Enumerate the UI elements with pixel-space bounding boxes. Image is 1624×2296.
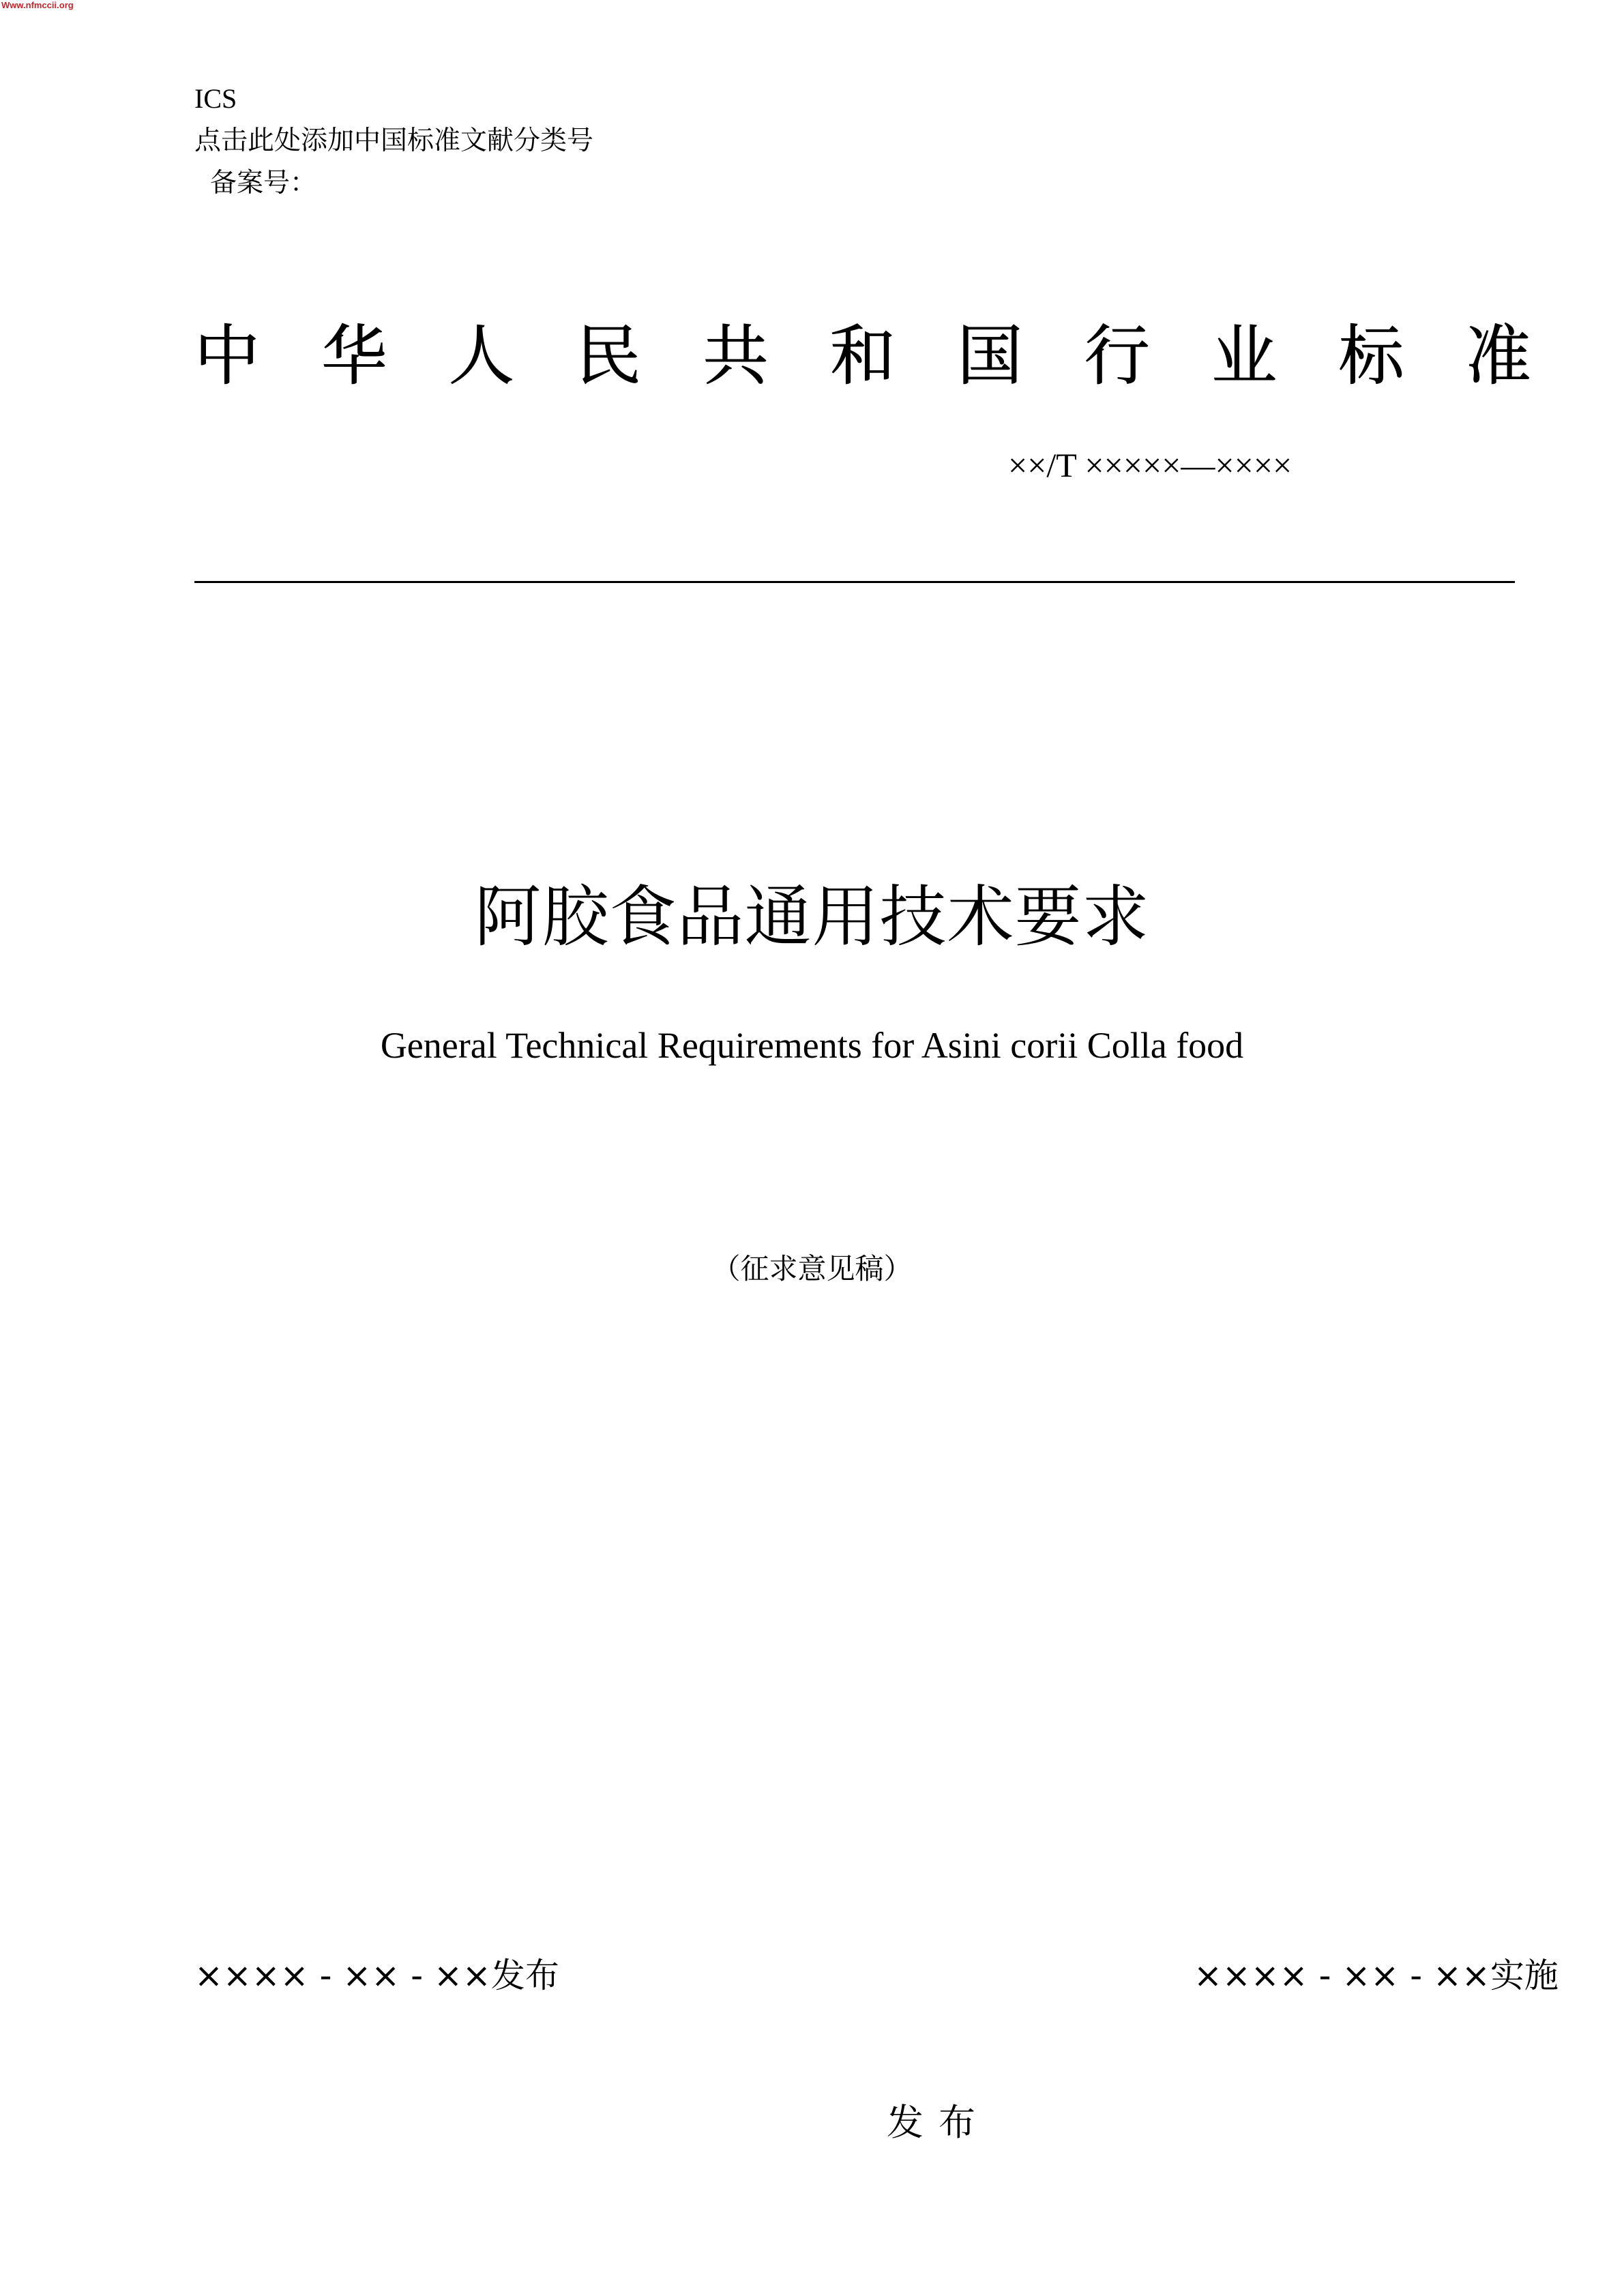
issue-date: ×××× - ×× - ××发布 — [194, 1956, 559, 1995]
document-title-en: General Technical Requirements for Asini corii Colla food — [380, 1025, 1244, 1066]
watermark-url: Www.nfmccii.org — [1, 0, 74, 10]
classification-placeholder[interactable]: 点击此处添加中国标准文献分类号 — [194, 125, 594, 156]
publisher-label: 发布 — [887, 2101, 990, 2144]
ics-label: ICS — [194, 83, 237, 114]
standard-title-char: 标 — [1338, 318, 1404, 394]
standard-title-char: 业 — [1211, 318, 1278, 394]
standard-title-char: 共 — [703, 318, 769, 394]
document-title-cn: 阿胶食品通用技术要求 — [474, 878, 1150, 956]
standard-title-char: 华 — [321, 318, 387, 394]
implementation-date: ×××× - ×× - ××实施 — [1194, 1956, 1559, 1995]
standard-title-char: 中 — [194, 318, 260, 394]
standard-title-char: 行 — [1084, 318, 1150, 394]
standard-title-char: 准 — [1465, 318, 1531, 394]
standard-title-char: 国 — [957, 318, 1023, 394]
standard-title-char: 和 — [829, 318, 896, 394]
standard-code: ××/T ×××××—×××× — [1008, 446, 1293, 484]
draft-label: （征求意见稿） — [711, 1252, 913, 1285]
filing-number-label: 备案号： — [210, 168, 317, 198]
standard-title — [194, 315, 1531, 397]
header-divider — [194, 581, 1515, 583]
standard-title-char: 人 — [448, 318, 514, 394]
standard-title-char: 民 — [576, 318, 642, 394]
